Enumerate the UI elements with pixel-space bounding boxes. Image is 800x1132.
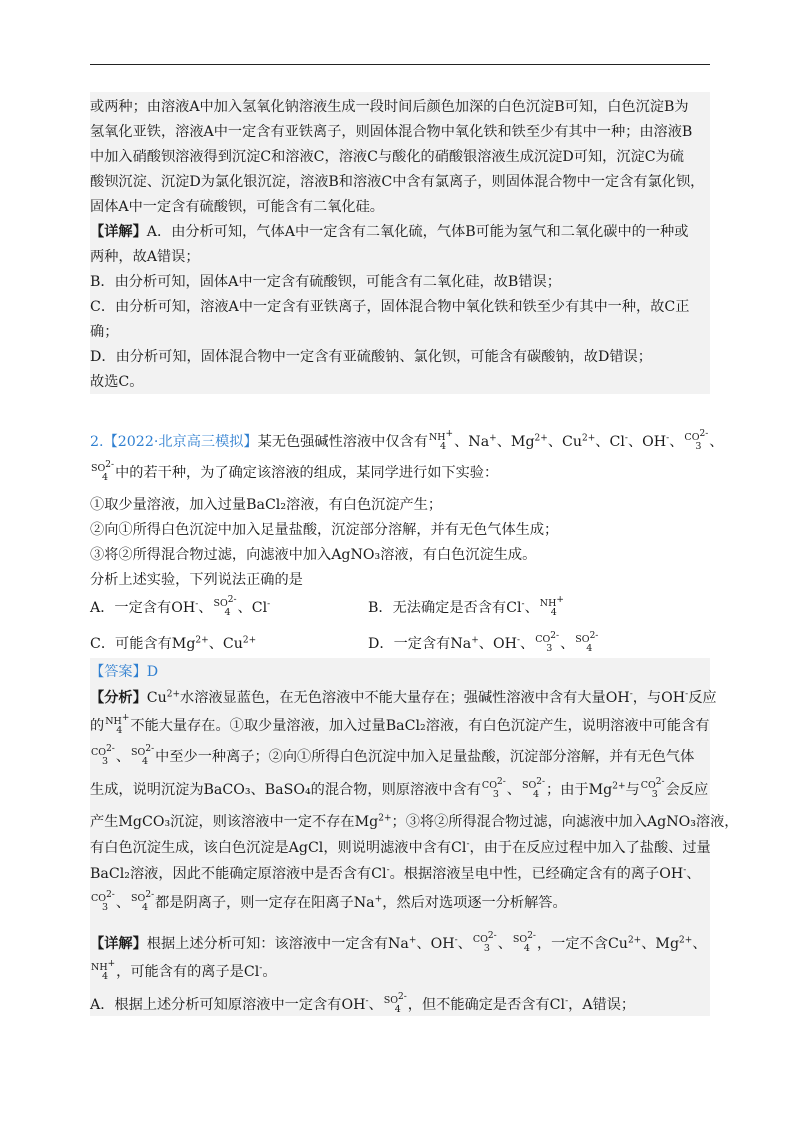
question-stem-cont: $SO^{2-}$ 4 中的若干种，为了确定该溶液的组成，某同学进行如下实验： — [91, 459, 499, 483]
question-prompt: 分析上述实验，下列说法正确的是 — [90, 572, 303, 588]
text-line: 中加入硝酸钡溶液得到沉淀C和溶液C，溶液C与酸化的硝酸银溶液生成沉淀D可知，沉淀C为硫 — [90, 149, 684, 165]
detail-text: A．由分析可知，气体A中一定含有二氧化硫，气体B可能为氢气和二氧化碳中的一种或 — [146, 224, 689, 240]
analysis-line: 【分析】$Cu^{2+}$水溶液显蓝色，在无色溶液中不能大量存在；强碱性溶液中含有大量OH-，与OH-反应 — [90, 689, 717, 706]
ion-co3: $CO^{2-}$ 3 — [684, 428, 709, 452]
step-1: ①取少量溶液，加入过量BaCl₂溶液，有白色沉淀产生； — [90, 497, 443, 513]
text-line: 确； — [90, 324, 119, 340]
top-rule — [90, 64, 710, 65]
detail-line: NH+ 4 ，可能含有的离子是Cl-。 — [91, 958, 277, 982]
option-c[interactable]: C．可能含有$Mg^{2+}$、$Cu^{2+}$ — [90, 635, 257, 652]
text-line: 两种，故A错误； — [90, 249, 200, 265]
answer-label: 【答案】D — [90, 664, 159, 680]
ion-so4: $SO^{2-}$ 4 — [91, 459, 115, 483]
step-3: ③将②所得混合物过滤，向滤液中加入AgNO₃溶液，有白色沉淀生成。 — [90, 547, 537, 563]
detail-line-a: A．根据上述分析可知原溶液中一定含有OH-、 $SO^{2-}$ 4 ，但不能确定是否含有Cl-，A错误； — [90, 991, 636, 1015]
analysis-line: $CO^{2-}$ 3 、 $SO^{2-}$ 4 中至少一种离子；②向①所得白色沉淀中加入足量盐酸，沉淀部分溶解，并有无色气体 — [91, 743, 695, 767]
option-b[interactable]: B．无法确定是否含有Cl-、 NH+ 4 — [368, 594, 564, 618]
question-stem: 2.【2022·北京高三模拟】某无色强碱性溶液中仅含有 NH+ 4 、Na+、$Mg^{2+}$、$Cu^{2+}$、Cl-、OH-、 $CO^{2-}$ 3 、 — [90, 428, 724, 452]
analysis-line: 的 NH+ 4 不能大量存在。①取少量溶液，加入过量BaCl₂溶液，有白色沉淀产生，说明溶液中可能含有 — [90, 712, 710, 736]
option-d[interactable]: D．一定含有Na+、OH-、 $CO^{2-}$ 3 、 $SO^{2-}$ 4 — [368, 630, 599, 654]
analysis-line: 产生MgCO₃沉淀，则该溶液中一定不存在$Mg^{2+}$；③将②所得混合物过滤，向滤液中加入AgNO₃溶液， — [90, 813, 739, 830]
option-a[interactable]: A．一定含有OH-、 $SO^{2-}$ 4 、Cl- — [90, 594, 271, 618]
ion-nh4: NH+ 4 — [428, 428, 454, 452]
text-line: D．由分析可知，固体混合物中一定含有亚硫酸钠、氯化钡，可能含有碳酸钠，故D错误； — [90, 349, 652, 365]
text-line: 酸钡沉淀、沉淀D为氯化银沉淀，溶液B和溶液C中含有氯离子，则固体混合物中一定含有氯化钡， — [90, 174, 705, 190]
question-number: 2. — [90, 434, 104, 450]
text-line: 或两种；由溶液A中加入氢氧化钠溶液生成一段时间后颜色加深的白色沉淀B可知，白色沉淀B为 — [90, 99, 689, 115]
step-2: ②向①所得白色沉淀中加入足量盐酸，沉淀部分溶解，并有无色气体生成； — [90, 522, 559, 538]
text-line: 固体A中一定含有硫酸钡，可能含有二氧化硅。 — [90, 199, 384, 215]
detail-line — [90, 222, 688, 242]
detail-tag: 【详解】 — [90, 224, 147, 240]
text-line: C．由分析可知，溶液A中一定含有亚铁离子，固体混合物中氧化铁和铁至少有其中一种，故C正 — [90, 299, 690, 315]
detail-line: 【详解】根据上述分析可知：该溶液中一定含有Na+、OH-、 $CO^{2-}$ 3 、 $SO^{2-}$ 4 ，一定不含$Cu^{2+}$、$Mg^{2+}$、 — [90, 930, 707, 954]
analysis-line: $CO^{2-}$ 3 、 $SO^{2-}$ 4 都是阴离子，则一定存在阳离子Na+，然后对选项逐一分析解答。 — [91, 889, 567, 913]
question-source-link[interactable]: 【2022·北京高三模拟】 — [103, 434, 258, 450]
analysis-line: BaCl₂溶液，因此不能确定原溶液中是否含有Cl-。根据溶液呈电中性，已经确定含有的离子OH-、 — [90, 865, 701, 882]
text-line: 故选C。 — [90, 374, 144, 390]
text-line: B．由分析可知，固体A中一定含有硫酸钡，可能含有二氧化硅，故B错误； — [90, 274, 561, 290]
analysis-line: 有白色沉淀生成，该白色沉淀是AgCl，则说明滤液中含有Cl-，由于在反应过程中加入了盐酸、过量 — [90, 839, 711, 856]
text-line: 氢氧化亚铁，溶液A中一定含有亚铁离子，则固体混合物中氧化铁和铁至少有其中一种；由溶液B — [90, 124, 693, 140]
analysis-line: 生成，说明沉淀为BaCO₃、BaSO₄的混合物，则原溶液中含有 $CO^{2-}$ 3 、 $SO^{2-}$ 4 ；由于$Mg^{2+}$与 $CO^{2-}$ 3 会反应 — [90, 776, 709, 800]
